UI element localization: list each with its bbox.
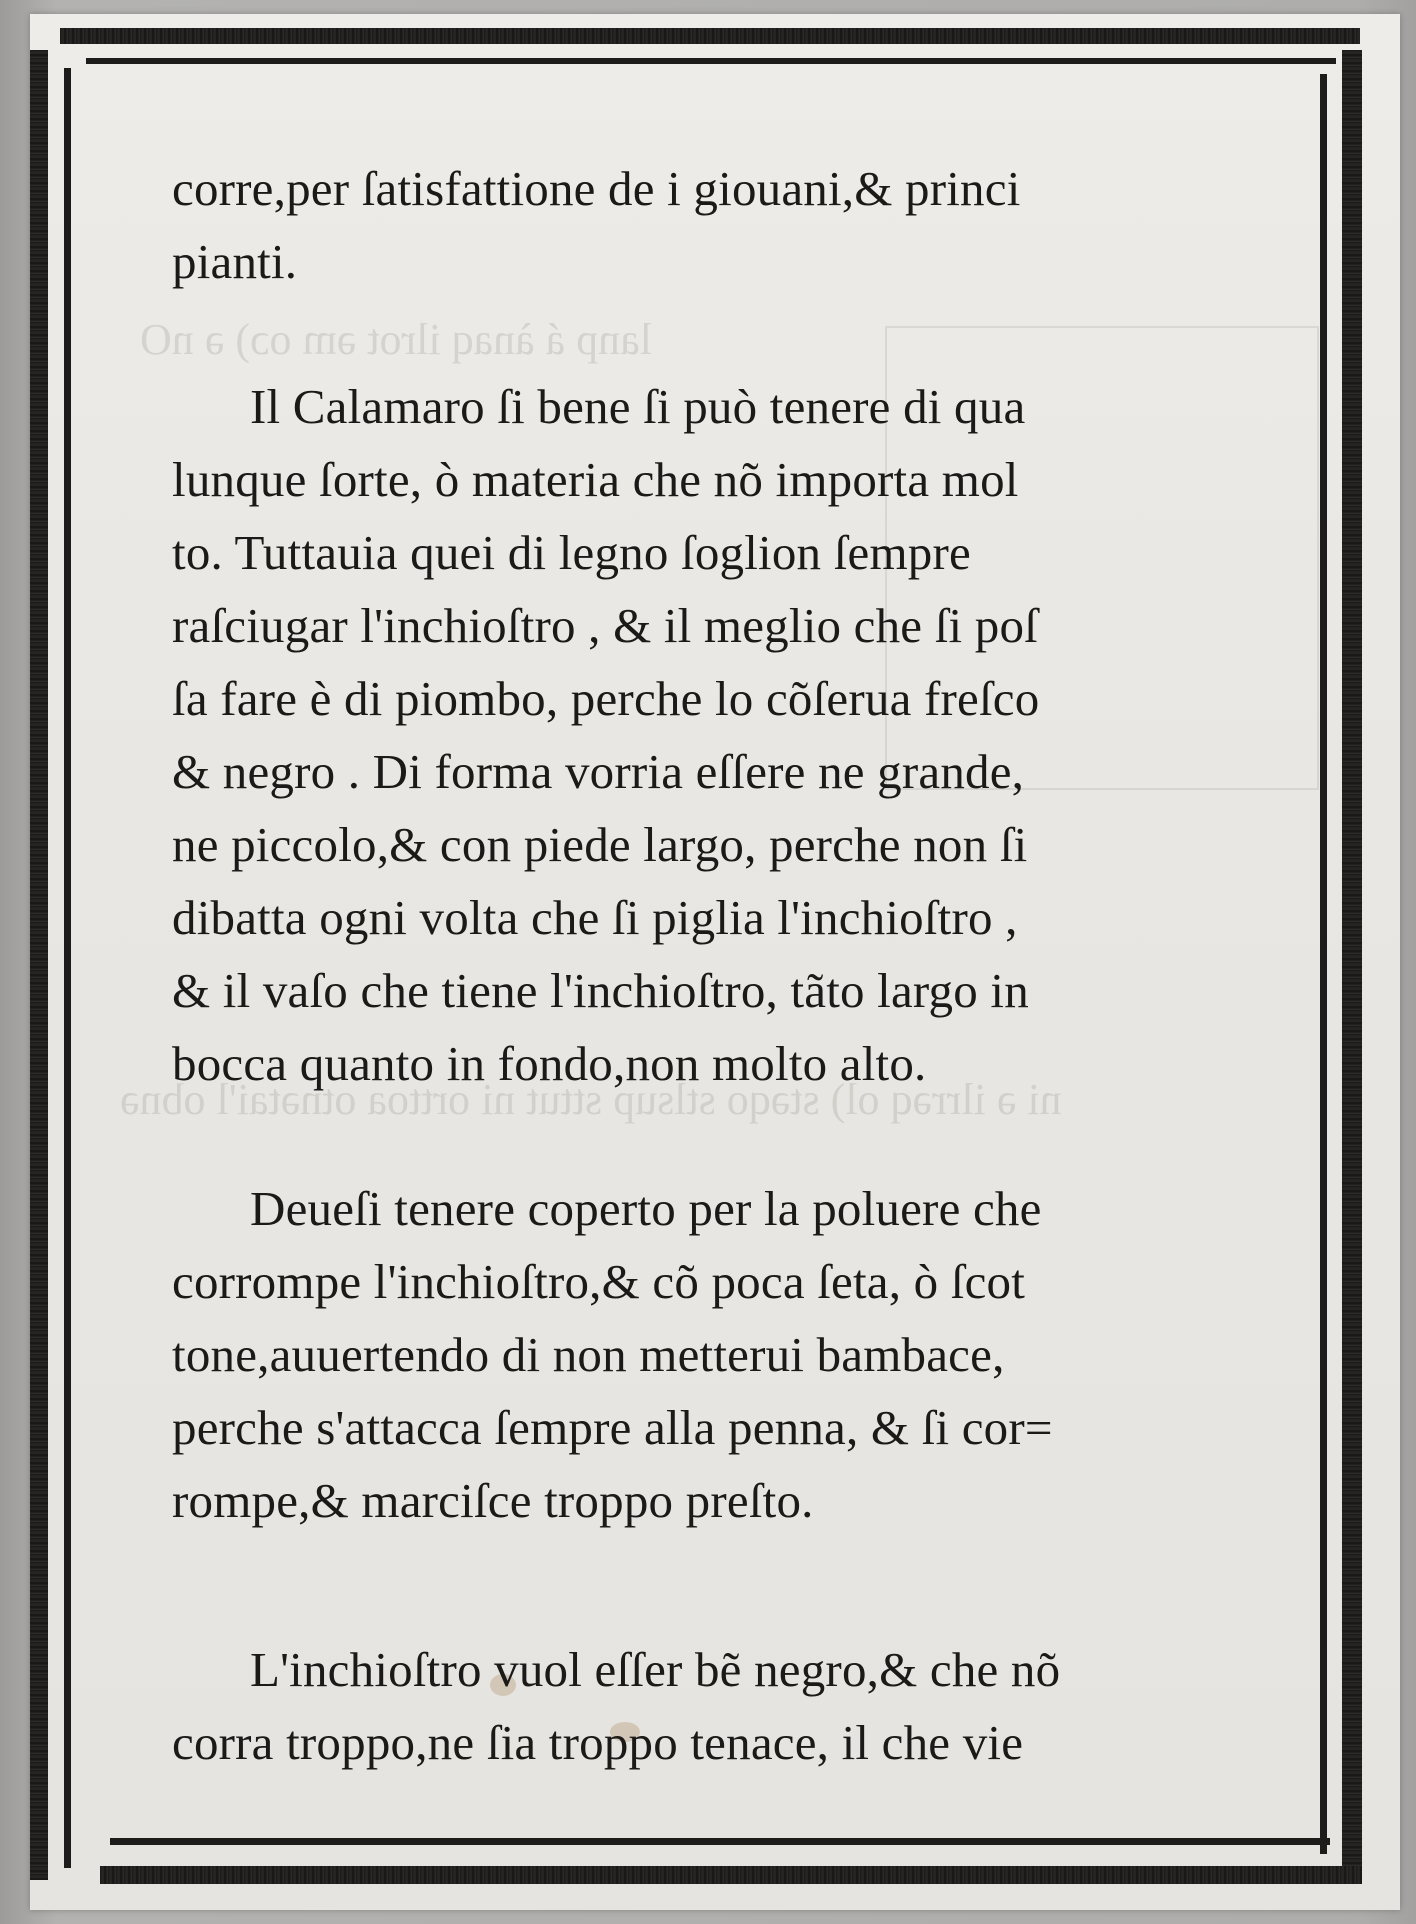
text-line: ne piccolo,& con piede largo, perche non ſi — [172, 817, 1028, 872]
show-through-text: lanp á ànaq ilrot əm oɔ) ə nO — [140, 315, 652, 364]
text-line: corre,per ſatisfattione de i giouani,& princi — [172, 161, 1021, 216]
text-line: raſciugar l'inchioſtro , & il meglio che ſi poſ — [172, 598, 1038, 653]
paragraph-gap — [172, 1100, 1252, 1172]
text-line: dibatta ogni volta che ſi piglia l'inchioſtro , — [172, 890, 1018, 945]
paragraph-gap — [172, 1537, 1252, 1633]
paragraph-gap — [172, 298, 1252, 370]
border-left-outer — [30, 50, 48, 1880]
border-right-inner — [1320, 74, 1327, 1854]
show-through-text: ni ə ilrrəq ol) stəqo stlsup sttut ni orttoa otnətai'l obnə — [120, 1075, 1062, 1124]
text-line: corra troppo,ne ſia troppo tenace, il che vie — [172, 1715, 1024, 1770]
text-line: & negro . Di forma vorria eſſere ne grande, — [172, 744, 1025, 799]
border-bottom-outer — [100, 1866, 1362, 1884]
text-line: to. Tuttauia quei di legno ſoglion ſempre — [172, 525, 971, 580]
text-line: Deueſi tenere coperto per la poluere che — [250, 1181, 1042, 1236]
page-text — [172, 152, 1252, 1779]
border-bottom-inner — [110, 1838, 1330, 1845]
text-line: bocca quanto in fondo,non molto alto. — [172, 1036, 927, 1091]
text-line: corrompe l'inchioſtro,& cõ poca ſeta, ò ſcot — [172, 1254, 1026, 1309]
text-line: tone,auuertendo di non metterui bambace, — [172, 1327, 1005, 1382]
border-left-inner — [64, 68, 71, 1868]
border-right-outer — [1342, 50, 1362, 1870]
text-line: perche s'attacca ſempre alla penna, & ſi cor= — [172, 1400, 1053, 1455]
text-line: lunque ſorte, ò materia che nõ importa mol — [172, 452, 1019, 507]
text-line: Il Calamaro ſi bene ſi può tenere di qua — [250, 379, 1026, 434]
text-line: & il vaſo che tiene l'inchioſtro, tãto largo in — [172, 963, 1029, 1018]
text-line: L'inchioſtro vuol eſſer bẽ negro,& che nõ — [250, 1642, 1061, 1697]
text-line: pianti. — [172, 234, 298, 289]
border-top-inner — [86, 58, 1336, 64]
border-top-outer — [60, 28, 1360, 44]
text-line: rompe,& marciſce troppo preſto. — [172, 1473, 814, 1528]
text-line: ſa fare è di piombo, perche lo cõſerua freſco — [172, 671, 1040, 726]
